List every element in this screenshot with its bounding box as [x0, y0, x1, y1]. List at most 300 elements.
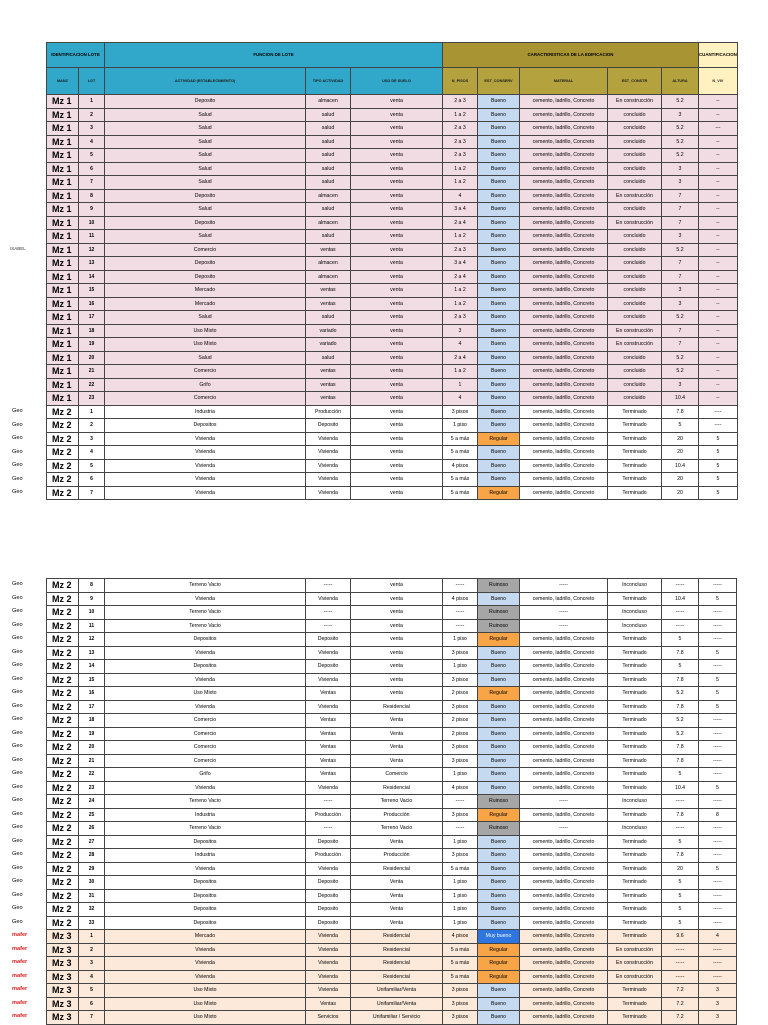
- cell-est-constr: concluido: [608, 257, 662, 271]
- cell-tipo-actividad: Vivienda: [306, 781, 351, 795]
- table-row: [47, 957, 737, 971]
- cell-n-pisos: 2 pisos: [443, 727, 478, 741]
- cell-est-constr: Terminado: [608, 714, 662, 728]
- cell-est-conserv: Bueno: [478, 997, 520, 1011]
- cell-n-pisos: 1 a 2: [443, 108, 478, 122]
- cell-altura: 5: [662, 835, 699, 849]
- cell-material: cemento, ladrillo, Concreto: [520, 835, 608, 849]
- cell-n-pisos: -----: [443, 579, 478, 593]
- cell-n-pisos: -----: [443, 619, 478, 633]
- cell-est-constr: Terminado: [608, 459, 662, 473]
- cell-manz: Mz 1: [47, 95, 79, 109]
- cell-est-conserv: Bueno: [478, 700, 520, 714]
- cell-manz: Mz 1: [47, 203, 79, 217]
- cell-lot: 22: [79, 378, 105, 392]
- cell-uso-suelo: venta: [351, 606, 443, 620]
- cell-altura: 7.8: [662, 700, 699, 714]
- cell-manz: Mz 2: [47, 405, 79, 419]
- table-row: [47, 997, 737, 1011]
- cell-lot: 18: [79, 324, 105, 338]
- row-owner-label: mafer: [12, 932, 28, 938]
- cell-uso-suelo: Venta: [351, 727, 443, 741]
- cell-est-constr: concluido: [608, 378, 662, 392]
- row-owner-label: mafer: [12, 959, 28, 965]
- cell-est-conserv: Bueno: [478, 338, 520, 352]
- cell-manz: Mz 1: [47, 149, 79, 163]
- cell-actividad: Vivienda: [105, 473, 306, 487]
- cell-material: cemento, ladrillo, Concreto: [520, 700, 608, 714]
- cell-altura: 5.2: [662, 122, 699, 136]
- table-row: [47, 943, 737, 957]
- cell-n-viv: --: [699, 230, 738, 244]
- cell-uso-suelo: Venta: [351, 889, 443, 903]
- col-header-uso-suelo: USO DE SUELO: [351, 68, 443, 95]
- cell-altura: -----: [662, 970, 699, 984]
- cell-lot: 30: [79, 876, 105, 890]
- cell-n-viv: --: [699, 365, 738, 379]
- cell-n-pisos: 3 a 4: [443, 257, 478, 271]
- cell-uso-suelo: Terreno Vacio: [351, 822, 443, 836]
- cell-tipo-actividad: Ventas: [306, 714, 351, 728]
- row-owner-label: Geo: [12, 635, 23, 641]
- cell-lot: 11: [79, 619, 105, 633]
- cell-actividad: Uso Mixto: [105, 324, 306, 338]
- cell-uso-suelo: Unifamiliar/Venta: [351, 984, 443, 998]
- cell-lot: 22: [79, 768, 105, 782]
- cell-est-conserv: Bueno: [478, 216, 520, 230]
- cell-est-conserv: Bueno: [478, 862, 520, 876]
- cell-lot: 28: [79, 849, 105, 863]
- header-funcion-lote: FUNCION DE LOTE: [105, 43, 443, 68]
- table-row: [47, 189, 738, 203]
- cell-lot: 8: [79, 579, 105, 593]
- cell-altura: 5: [662, 633, 699, 647]
- cell-n-pisos: 3 pisos: [443, 646, 478, 660]
- cell-n-pisos: 3 pisos: [443, 849, 478, 863]
- cell-est-constr: concluido: [608, 135, 662, 149]
- cell-lot: 8: [79, 189, 105, 203]
- cell-tipo-actividad: almacen: [306, 216, 351, 230]
- cell-est-conserv: Bueno: [478, 903, 520, 917]
- cell-uso-suelo: venta: [351, 592, 443, 606]
- cell-lot: 5: [79, 459, 105, 473]
- cell-est-conserv: Bueno: [478, 876, 520, 890]
- cell-n-viv: 5: [699, 700, 737, 714]
- cell-manz: Mz 2: [47, 419, 79, 433]
- cell-altura: -----: [662, 957, 699, 971]
- cell-est-constr: Terminado: [608, 889, 662, 903]
- col-header-tipo-actividad: TIPO ACTIVIDAD: [306, 68, 351, 95]
- table-row: [47, 351, 738, 365]
- cell-uso-suelo: venta: [351, 378, 443, 392]
- side-label-isabel: ISABEL: [10, 246, 26, 251]
- cell-uso-suelo: venta: [351, 135, 443, 149]
- row-owner-label: Geo: [12, 608, 23, 614]
- cell-est-conserv: Regular: [478, 957, 520, 971]
- header-column-row: [47, 68, 738, 95]
- cell-material: cemento, ladrillo, Concreto: [520, 284, 608, 298]
- table-row: [47, 162, 738, 176]
- cell-actividad: Depositos: [105, 633, 306, 647]
- cell-uso-suelo: Comercio: [351, 768, 443, 782]
- cell-lot: 4: [79, 970, 105, 984]
- table-row: [47, 338, 738, 352]
- cell-altura: 20: [662, 432, 699, 446]
- cell-est-conserv: Bueno: [478, 754, 520, 768]
- cell-tipo-actividad: Deposito: [306, 903, 351, 917]
- cell-material: cemento, ladrillo, Concreto: [520, 754, 608, 768]
- cell-actividad: Salud: [105, 176, 306, 190]
- row-owner-label: Geo: [12, 621, 23, 628]
- cell-tipo-actividad: Vivienda: [306, 446, 351, 460]
- row-owner-label: mafer: [12, 986, 28, 992]
- table-row: [47, 633, 737, 647]
- cell-tipo-actividad: Vivienda: [306, 984, 351, 998]
- cell-material: cemento, ladrillo, Concreto: [520, 149, 608, 163]
- cell-uso-suelo: Venta: [351, 714, 443, 728]
- cell-n-pisos: 1 piso: [443, 889, 478, 903]
- cell-n-viv: -----: [699, 741, 737, 755]
- cell-est-conserv: Bueno: [478, 446, 520, 460]
- cell-est-constr: Terminado: [608, 754, 662, 768]
- cell-n-viv: -----: [699, 957, 737, 971]
- cell-est-conserv: Bueno: [478, 257, 520, 271]
- table-row: [47, 984, 737, 998]
- cell-uso-suelo: venta: [351, 446, 443, 460]
- cell-manz: Mz 1: [47, 351, 79, 365]
- row-owner-label: Geo: [12, 797, 23, 803]
- cell-n-viv: 4: [699, 930, 737, 944]
- cell-n-viv: -----: [699, 849, 737, 863]
- row-owner-label: Geo: [12, 905, 23, 911]
- cell-altura: -----: [662, 606, 699, 620]
- cell-uso-suelo: Unifamiliar/Venta: [351, 997, 443, 1011]
- cell-actividad: Depositos: [105, 835, 306, 849]
- cell-manz: Mz 1: [47, 297, 79, 311]
- cell-n-viv: 5: [699, 862, 737, 876]
- cell-n-pisos: 1 a 2: [443, 162, 478, 176]
- cell-lot: 7: [79, 1011, 105, 1025]
- cell-est-conserv: Bueno: [478, 297, 520, 311]
- cell-n-viv: --: [699, 311, 738, 325]
- cell-tipo-actividad: ventas: [306, 378, 351, 392]
- cell-altura: 5.2: [662, 727, 699, 741]
- cell-est-conserv: Bueno: [478, 727, 520, 741]
- cell-actividad: Grifo: [105, 768, 306, 782]
- table-row: [47, 619, 737, 633]
- cell-n-pisos: 4 pisos: [443, 592, 478, 606]
- cell-est-constr: Terminado: [608, 849, 662, 863]
- cell-est-conserv: Bueno: [478, 149, 520, 163]
- cell-tipo-actividad: almacen: [306, 95, 351, 109]
- cell-lot: 5: [79, 149, 105, 163]
- cell-lot: 12: [79, 633, 105, 647]
- cell-tipo-actividad: ventas: [306, 392, 351, 406]
- cell-material: cemento, ladrillo, Concreto: [520, 162, 608, 176]
- table-row: [47, 903, 737, 917]
- cell-altura: 7.2: [662, 984, 699, 998]
- cell-manz: Mz 2: [47, 822, 79, 836]
- cell-tipo-actividad: Vivienda: [306, 432, 351, 446]
- cell-est-constr: Inconcluso: [608, 606, 662, 620]
- cell-manz: Mz 2: [47, 835, 79, 849]
- cell-material: cemento, ladrillo, Concreto: [520, 392, 608, 406]
- cell-est-conserv: Bueno: [478, 592, 520, 606]
- cell-manz: Mz 1: [47, 284, 79, 298]
- cell-lot: 27: [79, 835, 105, 849]
- cell-altura: -----: [662, 943, 699, 957]
- table-row: [47, 108, 738, 122]
- cell-lot: 33: [79, 916, 105, 930]
- cell-material: cemento, ladrillo, Concreto: [520, 970, 608, 984]
- cell-altura: 5: [662, 419, 699, 433]
- cell-tipo-actividad: Deposito: [306, 876, 351, 890]
- cell-material: cemento, ladrillo, Concreto: [520, 378, 608, 392]
- cell-est-conserv: Bueno: [478, 324, 520, 338]
- cell-est-conserv: Bueno: [478, 108, 520, 122]
- cell-lot: 23: [79, 392, 105, 406]
- cell-altura: 7.8: [662, 405, 699, 419]
- cell-est-constr: Inconcluso: [608, 579, 662, 593]
- cell-n-pisos: 4: [443, 189, 478, 203]
- cell-est-constr: Terminado: [608, 997, 662, 1011]
- cell-est-constr: Terminado: [608, 808, 662, 822]
- cell-tipo-actividad: salud: [306, 135, 351, 149]
- cell-material: cemento, ladrillo, Concreto: [520, 930, 608, 944]
- cell-actividad: Salud: [105, 230, 306, 244]
- row-owner-label: Geo: [12, 435, 23, 441]
- cell-actividad: Salud: [105, 203, 306, 217]
- cell-est-conserv: Bueno: [478, 660, 520, 674]
- cell-uso-suelo: venta: [351, 216, 443, 230]
- cell-tipo-actividad: ventas: [306, 243, 351, 257]
- cell-est-constr: Terminado: [608, 673, 662, 687]
- cell-material: cemento, ladrillo, Concreto: [520, 741, 608, 755]
- cell-est-conserv: Regular: [478, 633, 520, 647]
- table-row: [47, 700, 737, 714]
- table-row: [47, 741, 737, 755]
- cell-altura: 7.2: [662, 1011, 699, 1025]
- cell-altura: 5: [662, 903, 699, 917]
- cell-actividad: Industria: [105, 808, 306, 822]
- cell-uso-suelo: Terreno Vacio: [351, 795, 443, 809]
- cell-est-conserv: Bueno: [478, 835, 520, 849]
- cell-uso-suelo: Residencial: [351, 781, 443, 795]
- cell-actividad: Vivienda: [105, 432, 306, 446]
- cell-est-conserv: Bueno: [478, 270, 520, 284]
- cell-actividad: Vivienda: [105, 446, 306, 460]
- row-owner-label: mafer: [12, 1013, 28, 1019]
- cell-n-viv: --: [699, 95, 738, 109]
- row-owner-label: Geo: [12, 716, 23, 722]
- cell-n-viv: -----: [699, 916, 737, 930]
- cell-actividad: Salud: [105, 135, 306, 149]
- cell-manz: Mz 2: [47, 646, 79, 660]
- cell-est-conserv: Bueno: [478, 392, 520, 406]
- cell-n-pisos: 2 a 4: [443, 351, 478, 365]
- cell-uso-suelo: venta: [351, 432, 443, 446]
- cell-lot: 5: [79, 984, 105, 998]
- cell-est-constr: concluido: [608, 270, 662, 284]
- cell-est-conserv: Bueno: [478, 646, 520, 660]
- row-owner-label: Geo: [12, 878, 23, 884]
- cell-tipo-actividad: Vivienda: [306, 673, 351, 687]
- cell-actividad: Comercio: [105, 714, 306, 728]
- cell-altura: 7.8: [662, 754, 699, 768]
- cell-manz: Mz 2: [47, 795, 79, 809]
- cell-material: cemento, ladrillo, Concreto: [520, 673, 608, 687]
- cell-tipo-actividad: Deposito: [306, 889, 351, 903]
- cell-est-conserv: Bueno: [478, 405, 520, 419]
- cell-actividad: Vivienda: [105, 781, 306, 795]
- cell-altura: -----: [662, 795, 699, 809]
- cell-altura: 5: [662, 660, 699, 674]
- cell-actividad: Uso Mixto: [105, 687, 306, 701]
- cell-n-pisos: 3 pisos: [443, 405, 478, 419]
- table-row: [47, 419, 738, 433]
- cell-altura: 10.4: [662, 392, 699, 406]
- cell-actividad: Terreno Vacio: [105, 822, 306, 836]
- cell-altura: 3: [662, 378, 699, 392]
- cell-manz: Mz 3: [47, 970, 79, 984]
- cell-tipo-actividad: Deposito: [306, 660, 351, 674]
- cell-altura: 20: [662, 446, 699, 460]
- table-row: [47, 673, 737, 687]
- row-owner-label: Geo: [12, 408, 23, 414]
- cell-lot: 15: [79, 673, 105, 687]
- cell-n-viv: --: [699, 284, 738, 298]
- cell-tipo-actividad: almacen: [306, 189, 351, 203]
- cell-altura: 7.8: [662, 808, 699, 822]
- table-row: [47, 135, 738, 149]
- cell-n-viv: 3: [699, 984, 737, 998]
- cell-n-pisos: 5 a más: [443, 943, 478, 957]
- cell-altura: 3: [662, 284, 699, 298]
- cell-n-viv: ----: [699, 419, 738, 433]
- cell-lot: 14: [79, 270, 105, 284]
- cell-material: cemento, ladrillo, Concreto: [520, 257, 608, 271]
- cell-manz: Mz 3: [47, 984, 79, 998]
- cell-altura: 20: [662, 862, 699, 876]
- cell-tipo-actividad: almacen: [306, 257, 351, 271]
- cell-est-constr: concluido: [608, 284, 662, 298]
- cell-est-constr: Terminado: [608, 486, 662, 500]
- cell-n-pisos: 1 piso: [443, 633, 478, 647]
- cell-actividad: Vivienda: [105, 862, 306, 876]
- cell-lot: 13: [79, 646, 105, 660]
- row-owner-label: Geo: [12, 729, 23, 736]
- cell-actividad: Salud: [105, 108, 306, 122]
- table-row: [47, 916, 737, 930]
- row-owner-label: Geo: [12, 770, 23, 776]
- cell-manz: Mz 2: [47, 808, 79, 822]
- cell-lot: 20: [79, 741, 105, 755]
- cell-manz: Mz 1: [47, 324, 79, 338]
- cell-actividad: Depositos: [105, 660, 306, 674]
- cell-material: -----: [520, 579, 608, 593]
- cell-manz: Mz 1: [47, 230, 79, 244]
- cell-altura: 5: [662, 768, 699, 782]
- cell-n-viv: 5: [699, 432, 738, 446]
- cell-tipo-actividad: Ventas: [306, 754, 351, 768]
- cell-uso-suelo: venta: [351, 660, 443, 674]
- cell-actividad: Depositos: [105, 419, 306, 433]
- cell-est-conserv: Ruinoso: [478, 619, 520, 633]
- table-row: [47, 216, 738, 230]
- cell-est-constr: Terminado: [608, 432, 662, 446]
- cell-actividad: Vivienda: [105, 957, 306, 971]
- cell-material: cemento, ladrillo, Concreto: [520, 419, 608, 433]
- cell-manz: Mz 2: [47, 741, 79, 755]
- cell-lot: 25: [79, 808, 105, 822]
- cell-est-constr: concluido: [608, 176, 662, 190]
- cell-uso-suelo: venta: [351, 392, 443, 406]
- row-owner-label: Geo: [12, 448, 23, 455]
- cell-uso-suelo: Venta: [351, 903, 443, 917]
- cell-n-viv: --: [699, 297, 738, 311]
- cell-material: cemento, ladrillo, Concreto: [520, 446, 608, 460]
- cell-material: cemento, ladrillo, Concreto: [520, 95, 608, 109]
- cell-tipo-actividad: variado: [306, 324, 351, 338]
- cell-est-constr: Terminado: [608, 405, 662, 419]
- cell-altura: 5: [662, 876, 699, 890]
- row-owner-label: Geo: [12, 756, 23, 763]
- cell-manz: Mz 2: [47, 714, 79, 728]
- cell-est-conserv: Bueno: [478, 459, 520, 473]
- cell-material: cemento, ladrillo, Concreto: [520, 108, 608, 122]
- cell-uso-suelo: Venta: [351, 741, 443, 755]
- cell-est-constr: concluido: [608, 297, 662, 311]
- cell-n-viv: -----: [699, 754, 737, 768]
- cell-n-pisos: 3 pisos: [443, 700, 478, 714]
- cell-uso-suelo: venta: [351, 419, 443, 433]
- cell-uso-suelo: Residencial: [351, 957, 443, 971]
- cell-uso-suelo: venta: [351, 687, 443, 701]
- cell-n-viv: 3: [699, 997, 737, 1011]
- cell-n-viv: 5: [699, 687, 737, 701]
- cell-uso-suelo: Residencial: [351, 862, 443, 876]
- cell-n-pisos: 2 a 3: [443, 311, 478, 325]
- cell-n-viv: 5: [699, 473, 738, 487]
- cell-n-viv: -----: [699, 822, 737, 836]
- cell-n-pisos: 1 a 2: [443, 284, 478, 298]
- cell-est-conserv: Regular: [478, 687, 520, 701]
- cell-est-constr: En construcción: [608, 324, 662, 338]
- cell-material: cemento, ladrillo, Concreto: [520, 243, 608, 257]
- cell-n-pisos: 1: [443, 378, 478, 392]
- table-row: [47, 660, 737, 674]
- cell-uso-suelo: venta: [351, 459, 443, 473]
- table-row: [47, 405, 738, 419]
- cell-manz: Mz 3: [47, 997, 79, 1011]
- cell-est-constr: En construcción: [608, 943, 662, 957]
- cell-tipo-actividad: variado: [306, 338, 351, 352]
- header-caracteristicas: CARACTERISTICAS DE LA EDIFICACION: [443, 43, 699, 68]
- cell-n-viv: 5: [699, 459, 738, 473]
- cell-actividad: Deposito: [105, 189, 306, 203]
- cell-n-pisos: -----: [443, 795, 478, 809]
- cell-lot: 21: [79, 365, 105, 379]
- cell-uso-suelo: Residencial: [351, 970, 443, 984]
- cell-altura: 5.2: [662, 243, 699, 257]
- table-row: [47, 970, 737, 984]
- cell-est-constr: concluido: [608, 230, 662, 244]
- table-row: [47, 808, 737, 822]
- col-header-est-conserv: EST_CONSERV: [478, 68, 520, 95]
- cell-uso-suelo: venta: [351, 673, 443, 687]
- cell-est-conserv: Bueno: [478, 284, 520, 298]
- cell-uso-suelo: venta: [351, 324, 443, 338]
